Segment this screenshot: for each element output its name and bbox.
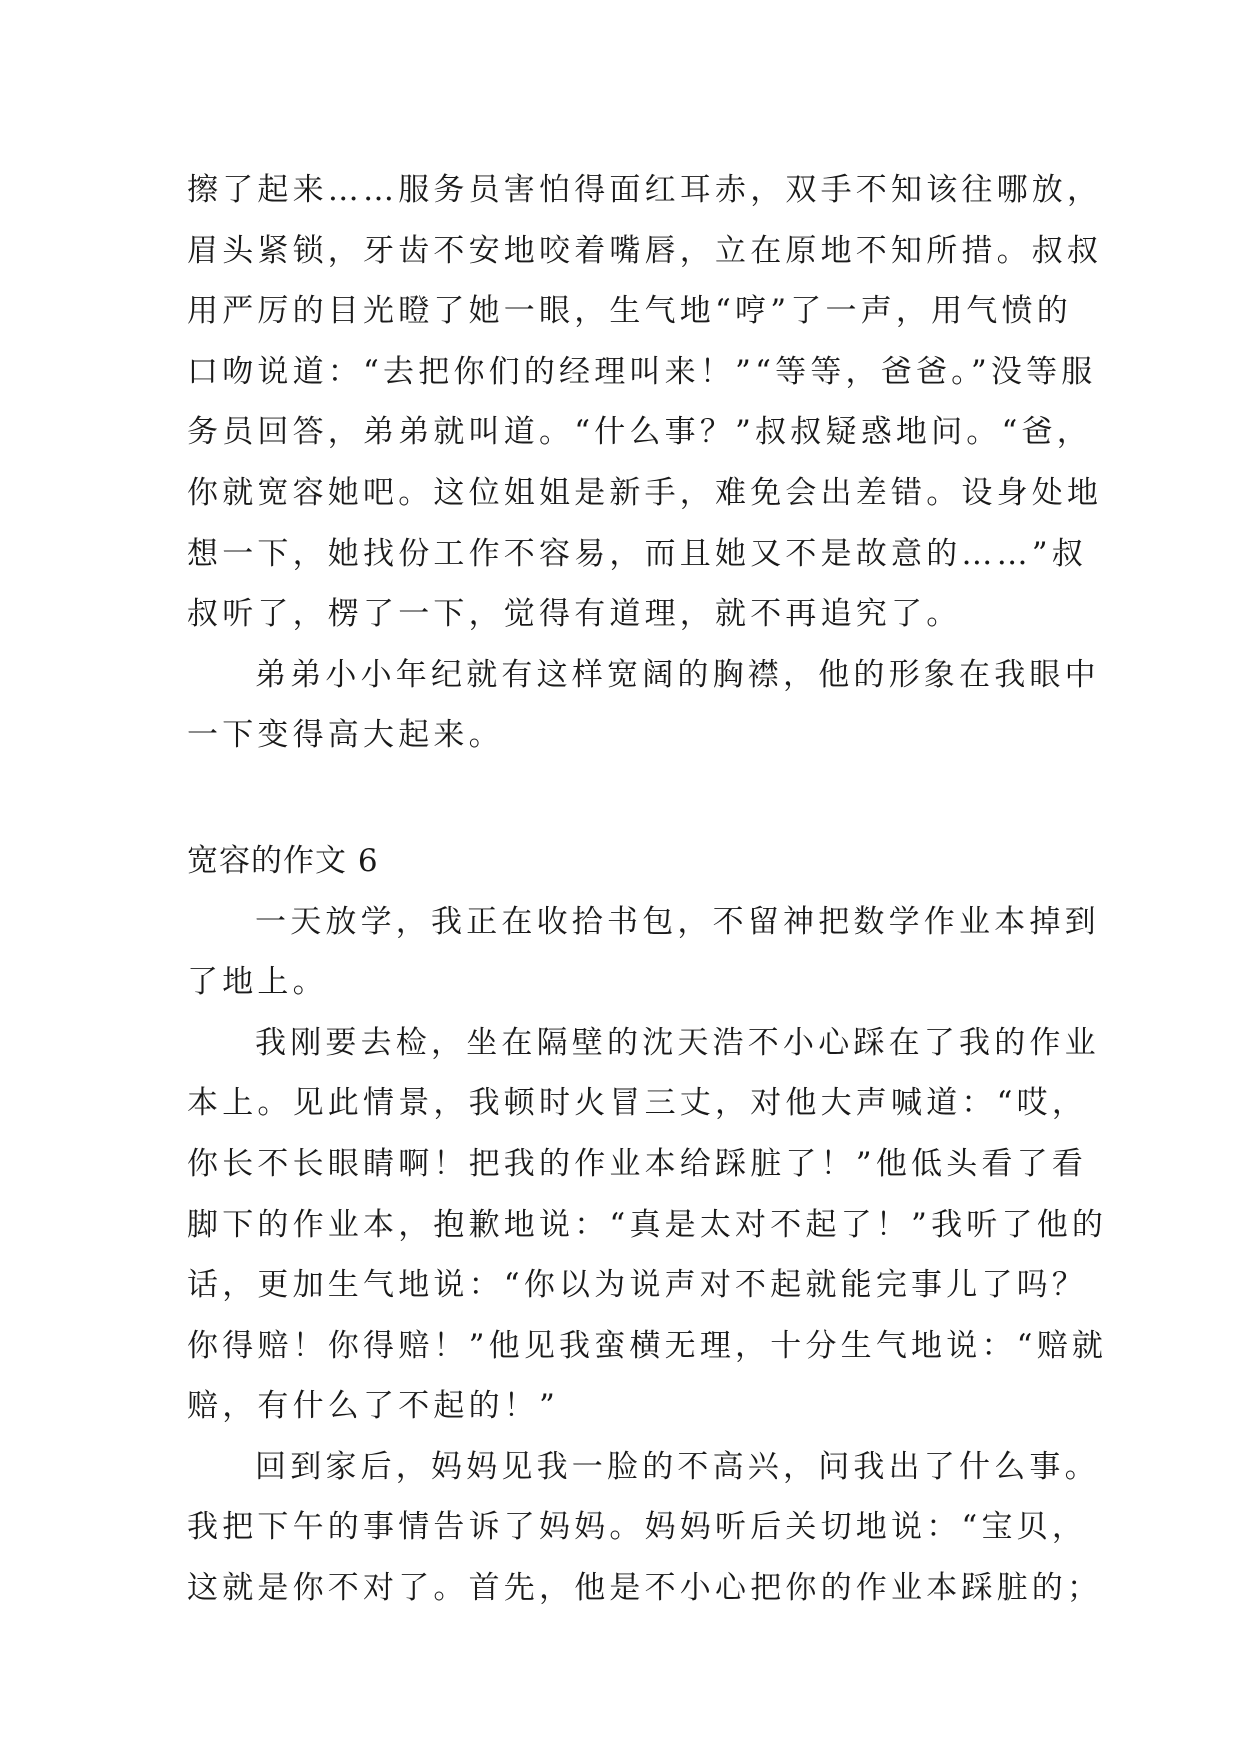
paragraph-line: 弟弟小小年纪就有这样宽阔的胸襟，他的形象在我眼中	[255, 656, 1100, 693]
paragraph-line: 想一下，她找份工作不容易，而且她又不是故意的……”叔	[187, 535, 1088, 572]
section-title: 宽容的作文 6	[187, 842, 379, 879]
paragraph-line: 你得赔！你得赔！”他见我蛮横无理，十分生气地说：“赔就	[187, 1327, 1108, 1364]
paragraph-line: 我刚要去检，坐在隔壁的沈天浩不小心踩在了我的作业	[255, 1024, 1100, 1061]
paragraph-line: 一下变得高大起来。	[187, 717, 504, 754]
paragraph-line: 赔，有什么了不起的！”	[187, 1388, 560, 1425]
paragraph-line: 口吻说道：“去把你们的经理叫来！”“等等，爸爸。”没等服	[187, 353, 1097, 390]
document-body	[187, 160, 1108, 1619]
paragraph-line: 这就是你不对了。首先，他是不小心把你的作业本踩脏的；	[187, 1570, 1103, 1607]
paragraph-line: 叔听了，楞了一下，觉得有道理，就不再追究了。	[187, 596, 962, 633]
paragraph-line: 务员回答，弟弟就叫道。“什么事？”叔叔疑惑地问。“爸，	[187, 414, 1092, 451]
paragraph-line: 一天放学，我正在收拾书包，不留神把数学作业本掉到	[255, 903, 1100, 940]
section-gap	[187, 766, 1067, 831]
paragraph-line: 你就宽容她吧。这位姐姐是新手，难免会出差错。设身处地	[187, 474, 1103, 511]
paragraph-line: 回到家后，妈妈见我一脸的不高兴，问我出了什么事。	[255, 1448, 1100, 1485]
paragraph-line: 本上。见此情景，我顿时火冒三丈，对他大声喊道：“哎，	[187, 1085, 1088, 1122]
paragraph-line: 脚下的作业本，抱歉地说：“真是太对不起了！”我听了他的	[187, 1206, 1108, 1243]
paragraph-line: 我把下午的事情告诉了妈妈。妈妈听后关切地说：“宝贝，	[187, 1509, 1088, 1546]
paragraph-line: 擦了起来……服务员害怕得面红耳赤，双手不知该往哪放，	[187, 172, 1103, 208]
paragraph-line: 话，更加生气地说：“你以为说声对不起就能完事儿了吗？	[187, 1267, 1088, 1304]
paragraph-line: 用严厉的目光瞪了她一眼，生气地“哼”了一声，用气愤的	[187, 293, 1072, 330]
paragraph-line: 眉头紧锁，牙齿不安地咬着嘴唇，立在原地不知所措。叔叔	[187, 232, 1103, 269]
paragraph-line: 你长不长眼睛啊！把我的作业本给踩脏了！”他低头看了看	[187, 1145, 1088, 1182]
paragraph-line: 了地上。	[187, 964, 328, 1001]
